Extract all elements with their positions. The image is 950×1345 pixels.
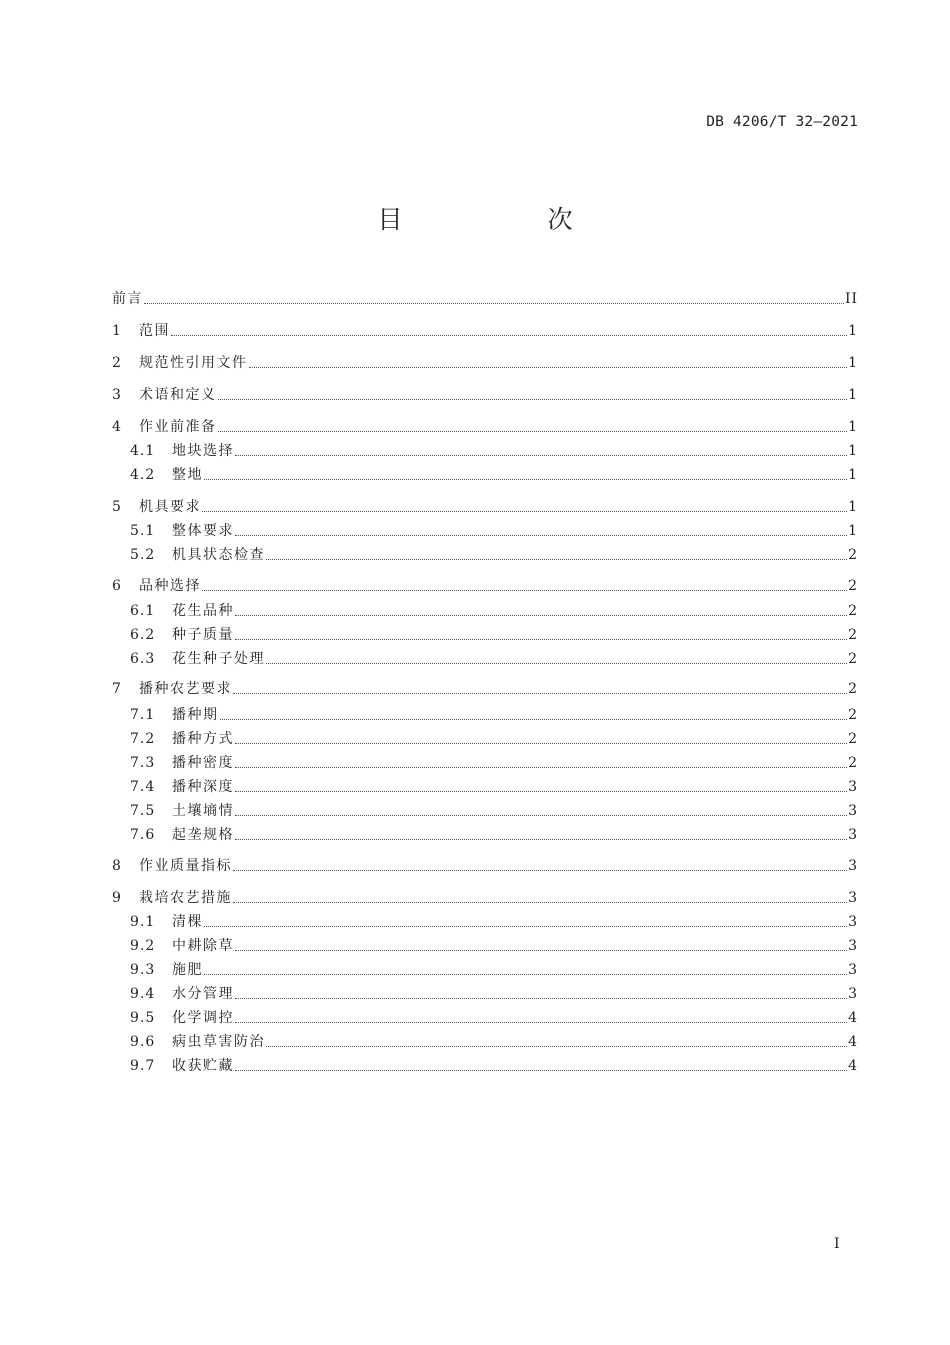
toc-entry-label: 中耕除草 (172, 938, 234, 954)
toc-entry-label: 整体要求 (172, 523, 234, 539)
toc-entry-label: 栽培农艺措施 (139, 890, 232, 906)
toc-dot-leader (204, 973, 847, 975)
toc-entry-label: 收获贮藏 (172, 1058, 234, 1074)
toc-entry[interactable] (130, 465, 858, 485)
toc-entry-page: 1 (848, 467, 858, 483)
toc-entry-page: 2 (848, 755, 858, 771)
toc-dot-leader (218, 398, 848, 400)
toc-entry-label: 病虫草害防治 (172, 1034, 265, 1050)
toc-entry-number: 7.3 (130, 755, 156, 771)
toc-dot-leader (235, 1021, 847, 1023)
toc-dot-leader (235, 997, 847, 999)
toc-entry[interactable] (112, 576, 858, 596)
toc-entry[interactable] (130, 705, 858, 725)
toc-entry-label: 规范性引用文件 (139, 355, 248, 371)
toc-entry[interactable] (112, 385, 858, 405)
toc-entry-label: 机具要求 (139, 499, 201, 515)
toc-entry-number: 7.2 (130, 731, 156, 747)
toc-entry-page: 3 (848, 890, 858, 906)
toc-dot-leader (235, 949, 847, 951)
toc-dot-leader (235, 814, 847, 816)
toc-dot-leader (266, 1045, 847, 1047)
toc-entry[interactable] (112, 679, 858, 699)
toc-entry-number: 4.2 (130, 467, 156, 483)
toc-entry-number: 5.1 (130, 523, 156, 539)
toc-entry[interactable] (112, 321, 858, 341)
toc-dot-leader (235, 790, 847, 792)
toc-entry-number: 9.6 (130, 1034, 156, 1050)
toc-entry-number: 7.1 (130, 707, 156, 723)
toc-dot-leader (220, 718, 848, 720)
toc-entry-page: 2 (848, 627, 858, 643)
toc-entry-page: 2 (848, 547, 858, 563)
toc-entry-page: 3 (848, 986, 858, 1002)
toc-entry-number: 1 (112, 323, 121, 339)
toc-entry-label: 地块选择 (172, 443, 234, 459)
toc-entry-page: 4 (848, 1058, 858, 1074)
toc-entry-page: 3 (848, 779, 858, 795)
toc-entry[interactable] (130, 1032, 858, 1052)
page-title: 目 次 (377, 205, 633, 234)
toc-entry-label: 播种期 (172, 707, 219, 723)
toc-entry-label: 术语和定义 (139, 387, 217, 403)
toc-entry[interactable] (130, 545, 858, 565)
toc-entry-number: 6 (112, 578, 121, 594)
toc-entry-page: 1 (848, 355, 858, 371)
toc-entry-page: II (844, 291, 858, 307)
toc-entry-number: 4.1 (130, 443, 156, 459)
toc-dot-leader (235, 766, 847, 768)
toc-entry-page: 1 (848, 419, 858, 435)
toc-entry-number: 9.7 (130, 1058, 156, 1074)
toc-entry-label: 范围 (139, 323, 170, 339)
toc-dot-leader (266, 662, 847, 664)
toc-dot-leader (266, 558, 847, 560)
toc-entry[interactable] (130, 777, 858, 797)
toc-entry-page: 2 (848, 578, 858, 594)
toc-entry-label: 花生品种 (172, 603, 234, 619)
toc-entry-label: 起垄规格 (172, 827, 234, 843)
toc-entry-page: 1 (848, 387, 858, 403)
toc-entry[interactable] (130, 521, 858, 541)
toc-entry-label: 整地 (172, 467, 203, 483)
toc-entry[interactable] (112, 417, 858, 437)
toc-entry-page: 3 (848, 914, 858, 930)
toc-entry-number: 5 (112, 499, 121, 515)
toc-dot-leader (235, 838, 847, 840)
toc-entry[interactable] (112, 888, 858, 908)
toc-entry-number: 7 (112, 681, 121, 697)
toc-entry-label: 播种方式 (172, 731, 234, 747)
toc-dot-leader (204, 925, 847, 927)
toc-entry[interactable] (130, 825, 858, 845)
toc-entry[interactable] (130, 625, 858, 645)
toc-entry-page: 3 (848, 827, 858, 843)
toc-entry[interactable] (130, 936, 858, 956)
toc-dot-leader (235, 742, 847, 744)
toc-dot-leader (235, 638, 847, 640)
toc-entry[interactable] (130, 649, 858, 669)
toc-entry-page: 3 (848, 803, 858, 819)
toc-dot-leader (233, 901, 847, 903)
toc-entry-page: 1 (848, 523, 858, 539)
toc-dot-leader (235, 1069, 847, 1071)
page-number: I (834, 1236, 840, 1252)
toc-entry[interactable] (130, 1008, 858, 1028)
toc-entry-number: 7.4 (130, 779, 156, 795)
toc-dot-leader (144, 302, 844, 304)
toc-entry-number: 9.1 (130, 914, 156, 930)
toc-entry-label: 播种深度 (172, 779, 234, 795)
toc-entry-label: 水分管理 (172, 986, 234, 1002)
toc-entry-number: 6.1 (130, 603, 156, 619)
toc-entry-label: 品种选择 (139, 578, 201, 594)
toc-dot-leader (204, 478, 847, 480)
toc-entry-page: 1 (848, 323, 858, 339)
toc-entry-number: 8 (112, 858, 121, 874)
toc-entry-number: 9.3 (130, 962, 156, 978)
toc-entry-label: 清棵 (172, 914, 203, 930)
toc-dot-leader (249, 366, 848, 368)
toc-entry-label: 播种农艺要求 (139, 681, 232, 697)
toc-entry-number: 9.5 (130, 1010, 156, 1026)
toc-entry-number: 7.5 (130, 803, 156, 819)
toc-entry-label: 机具状态检查 (172, 547, 265, 563)
toc-entry-page: 3 (848, 938, 858, 954)
toc-entry-number: 3 (112, 387, 121, 403)
toc-entry[interactable] (130, 1056, 858, 1076)
toc-dot-leader (233, 692, 847, 694)
toc-dot-leader (233, 869, 847, 871)
toc-entry-page: 1 (848, 499, 858, 515)
toc-entry-page: 2 (848, 731, 858, 747)
toc-entry-page: 4 (848, 1034, 858, 1050)
toc-entry-label: 播种密度 (172, 755, 234, 771)
toc-entry-number: 6.3 (130, 651, 156, 667)
toc-dot-leader (202, 589, 847, 591)
toc-entry-page: 1 (848, 443, 858, 459)
toc-entry[interactable] (130, 441, 858, 461)
toc-dot-leader (171, 334, 847, 336)
toc-entry-number: 7.6 (130, 827, 156, 843)
toc-entry-number: 6.2 (130, 627, 156, 643)
toc-entry-label: 土壤墒情 (172, 803, 234, 819)
toc-dot-leader (235, 614, 847, 616)
toc-entry-page: 2 (848, 651, 858, 667)
toc-dot-leader (202, 510, 847, 512)
toc-entry-page: 2 (848, 707, 858, 723)
toc-entry[interactable] (130, 984, 858, 1004)
toc-entry-page: 3 (848, 858, 858, 874)
toc-entry-page: 4 (848, 1010, 858, 1026)
toc-entry-number: 9.2 (130, 938, 156, 954)
toc-entry[interactable] (112, 497, 858, 517)
toc-dot-leader (235, 454, 847, 456)
toc-dot-leader (235, 534, 847, 536)
standard-code: DB 4206/T 32—2021 (706, 114, 858, 130)
toc-entry-label: 施肥 (172, 962, 203, 978)
toc-entry[interactable] (112, 353, 858, 373)
toc-entry-number: 5.2 (130, 547, 156, 563)
toc-entry-page: 2 (848, 603, 858, 619)
toc-entry-label: 种子质量 (172, 627, 234, 643)
toc-entry[interactable] (112, 289, 858, 309)
toc-entry-label: 化学调控 (172, 1010, 234, 1026)
toc-entry-page: 2 (848, 681, 858, 697)
toc-entry[interactable] (130, 729, 858, 749)
toc-entry-number: 4 (112, 419, 121, 435)
toc-entry-number: 9.4 (130, 986, 156, 1002)
toc-dot-leader (218, 430, 848, 432)
toc-entry[interactable] (130, 801, 858, 821)
toc-entry-label: 前言 (112, 291, 143, 307)
toc-entry-page: 3 (848, 962, 858, 978)
toc-entry[interactable] (130, 753, 858, 773)
toc-entry-number: 9 (112, 890, 121, 906)
toc-entry[interactable] (130, 601, 858, 621)
toc-entry-label: 作业质量指标 (139, 858, 232, 874)
toc-entry-label: 花生种子处理 (172, 651, 265, 667)
toc-entry-number: 2 (112, 355, 121, 371)
toc-entry[interactable] (130, 912, 858, 932)
toc-entry[interactable] (112, 856, 858, 876)
toc-entry-label: 作业前准备 (139, 419, 217, 435)
toc-entry[interactable] (130, 960, 858, 980)
